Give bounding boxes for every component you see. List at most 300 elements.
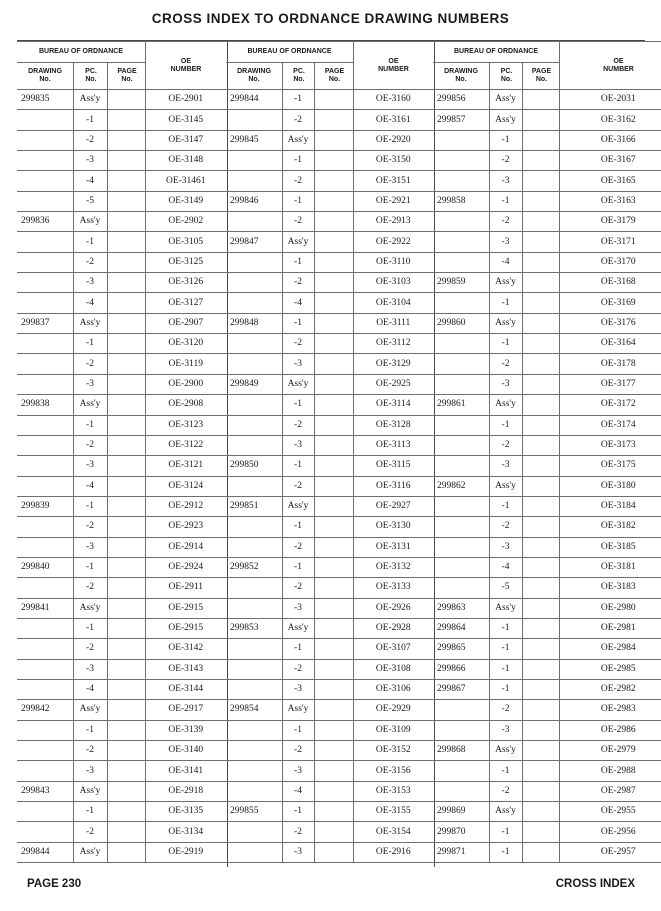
oe-number-cell: OE-3109 xyxy=(353,720,433,740)
pc-no-cell: -1 xyxy=(489,415,522,435)
oe-number-cell: OE-3173 xyxy=(559,435,661,455)
pc-no-cell: Ass'y xyxy=(73,395,107,415)
page-no-cell xyxy=(107,456,145,476)
page-no-cell xyxy=(522,720,559,740)
page-no-cell xyxy=(522,334,559,354)
page-no-header: PAGE No. xyxy=(314,63,354,89)
column-header xyxy=(17,41,226,90)
table-row xyxy=(433,130,661,150)
drawing-no-cell: 299844 xyxy=(226,90,282,110)
pc-no-cell: Ass'y xyxy=(489,90,522,110)
pc-no-cell: -1 xyxy=(73,415,107,435)
oe-number-cell: OE-3114 xyxy=(353,395,433,415)
pc-no-cell: -2 xyxy=(282,334,314,354)
page-no-cell xyxy=(107,354,145,374)
pc-no-cell: -3 xyxy=(489,456,522,476)
index-rows xyxy=(433,90,661,863)
page-no-cell xyxy=(314,700,353,720)
pc-no-cell: -1 xyxy=(489,659,522,679)
table-row xyxy=(17,618,226,638)
drawing-no-cell xyxy=(433,334,489,354)
index-rows xyxy=(226,90,433,863)
table-row xyxy=(433,700,661,720)
page-no-cell xyxy=(107,212,145,232)
drawing-no-cell xyxy=(17,741,73,761)
page-no-cell xyxy=(314,354,353,374)
pc-no-cell: -1 xyxy=(73,110,107,130)
drawing-no-cell: 299849 xyxy=(226,374,282,394)
page-no-cell xyxy=(107,618,145,638)
table-row xyxy=(17,334,226,354)
drawing-no-cell xyxy=(226,293,282,313)
pc-no-cell: -1 xyxy=(282,456,314,476)
drawing-no-cell: 299845 xyxy=(226,130,282,150)
oe-number-cell: OE-3175 xyxy=(559,456,661,476)
page-no-cell xyxy=(522,700,559,720)
table-row xyxy=(226,761,433,781)
drawing-no-cell: 299848 xyxy=(226,313,282,333)
drawing-no-cell: 299859 xyxy=(433,273,489,293)
drawing-no-cell xyxy=(433,557,489,577)
oe-number-cell: OE-3116 xyxy=(353,476,433,496)
table-top-rule xyxy=(17,40,645,41)
oe-number-cell: OE-3181 xyxy=(559,557,661,577)
table-row xyxy=(433,435,661,455)
page-no-cell xyxy=(107,822,145,842)
drawing-no-cell: 299864 xyxy=(433,618,489,638)
pc-no-cell: -2 xyxy=(489,435,522,455)
oe-number-cell: OE-2900 xyxy=(145,374,226,394)
page-no-cell xyxy=(107,476,145,496)
table-row xyxy=(433,842,661,862)
table-row xyxy=(17,822,226,842)
oe-number-cell: OE-3111 xyxy=(353,313,433,333)
page-no-cell xyxy=(314,842,353,862)
oe-number-cell: OE-2901 xyxy=(145,90,226,110)
table-row xyxy=(17,313,226,333)
table-row xyxy=(226,171,433,191)
table-row xyxy=(433,578,661,598)
page-no-cell xyxy=(522,171,559,191)
pc-no-cell: -4 xyxy=(73,293,107,313)
page-no-cell xyxy=(522,679,559,699)
drawing-no-cell: 299844 xyxy=(17,842,73,862)
page-no-cell xyxy=(314,578,353,598)
oe-number-cell: OE-3147 xyxy=(145,130,226,150)
drawing-no-cell xyxy=(226,639,282,659)
pc-no-cell: Ass'y xyxy=(489,476,522,496)
table-row xyxy=(17,232,226,252)
page-no-cell xyxy=(107,293,145,313)
drawing-no-cell xyxy=(433,354,489,374)
pc-no-cell: -2 xyxy=(489,354,522,374)
drawing-no-cell xyxy=(226,517,282,537)
oe-number-cell: OE-3168 xyxy=(559,273,661,293)
table-row xyxy=(17,517,226,537)
table-row xyxy=(17,659,226,679)
table-row xyxy=(433,232,661,252)
oe-number-cell: OE-2923 xyxy=(145,517,226,537)
table-row xyxy=(226,781,433,801)
pc-no-cell: Ass'y xyxy=(489,802,522,822)
table-row xyxy=(226,252,433,272)
page-number: PAGE 230 xyxy=(27,878,82,890)
page-title: CROSS INDEX TO ORDNANCE DRAWING NUMBERS xyxy=(151,11,510,26)
drawing-no-cell xyxy=(433,781,489,801)
page-no-cell xyxy=(522,741,559,761)
drawing-no-header: DRAWING No. xyxy=(28,68,62,83)
table-row xyxy=(17,212,226,232)
table-row xyxy=(226,273,433,293)
table-row xyxy=(433,618,661,638)
oe-number-cell: OE-3108 xyxy=(353,659,433,679)
pc-no-cell: -1 xyxy=(282,313,314,333)
oe-number-cell: OE-3120 xyxy=(145,334,226,354)
table-row xyxy=(433,354,661,374)
page-no-cell xyxy=(107,110,145,130)
pc-no-cell: -5 xyxy=(489,578,522,598)
drawing-no-cell xyxy=(17,822,73,842)
pc-no-cell: -3 xyxy=(489,232,522,252)
oe-number-cell: OE-3103 xyxy=(353,273,433,293)
pc-no-cell: -2 xyxy=(282,659,314,679)
drawing-no-cell xyxy=(226,110,282,130)
oe-number-cell: OE-3155 xyxy=(353,802,433,822)
oe-number-cell: OE-3142 xyxy=(145,639,226,659)
drawing-no-cell xyxy=(433,537,489,557)
table-row xyxy=(226,293,433,313)
pc-no-cell: -1 xyxy=(282,395,314,415)
oe-number-cell: OE-3124 xyxy=(145,476,226,496)
page-no-cell xyxy=(314,293,353,313)
oe-number-cell: OE-3110 xyxy=(353,252,433,272)
pc-no-cell: -1 xyxy=(282,90,314,110)
table-row xyxy=(17,435,226,455)
page-no-cell xyxy=(522,802,559,822)
drawing-no-cell xyxy=(17,537,73,557)
table-row xyxy=(226,618,433,638)
drawing-no-cell: 299836 xyxy=(17,212,73,232)
pc-no-cell: -1 xyxy=(282,151,314,171)
pc-no-cell: -3 xyxy=(73,456,107,476)
pc-no-cell: Ass'y xyxy=(489,313,522,333)
drawing-no-cell xyxy=(17,639,73,659)
oe-number-cell: OE-3174 xyxy=(559,415,661,435)
table-row xyxy=(17,598,226,618)
page-no-cell xyxy=(522,822,559,842)
page-no-cell xyxy=(314,496,353,516)
table-row xyxy=(433,293,661,313)
bureau-of-ordnance-header: BUREAU OF ORDNANCE xyxy=(433,42,559,63)
drawing-no-cell xyxy=(17,191,73,211)
page-no-cell xyxy=(314,191,353,211)
drawing-no-cell xyxy=(226,781,282,801)
index-rows xyxy=(17,90,226,863)
oe-number-cell: OE-3149 xyxy=(145,191,226,211)
oe-number-cell: OE-3139 xyxy=(145,720,226,740)
drawing-no-cell xyxy=(433,720,489,740)
page-no-cell xyxy=(314,476,353,496)
oe-number-cell: OE-31461 xyxy=(145,171,226,191)
drawing-no-cell xyxy=(433,578,489,598)
page-no-cell xyxy=(314,110,353,130)
table-row xyxy=(226,232,433,252)
oe-number-cell: OE-3123 xyxy=(145,415,226,435)
drawing-no-cell: 299858 xyxy=(433,191,489,211)
oe-number-cell: OE-2915 xyxy=(145,598,226,618)
pc-no-header: PC. No. xyxy=(489,63,523,89)
pc-no-cell: Ass'y xyxy=(73,700,107,720)
table-row xyxy=(226,435,433,455)
page-no-cell xyxy=(522,130,559,150)
oe-number-cell: OE-3162 xyxy=(559,110,661,130)
column-header xyxy=(226,41,433,90)
pc-no-cell: -1 xyxy=(73,334,107,354)
page-no-cell xyxy=(314,802,353,822)
table-row xyxy=(226,659,433,679)
oe-number-cell: OE-3150 xyxy=(353,151,433,171)
page-no-cell xyxy=(314,639,353,659)
drawing-no-cell xyxy=(433,435,489,455)
oe-number-cell: OE-3105 xyxy=(145,232,226,252)
oe-number-cell: OE-2955 xyxy=(559,802,661,822)
drawing-no-cell xyxy=(17,354,73,374)
table-row xyxy=(17,720,226,740)
oe-number-cell: OE-3121 xyxy=(145,456,226,476)
oe-number-cell: OE-2907 xyxy=(145,313,226,333)
pc-no-cell: -3 xyxy=(73,374,107,394)
table-row xyxy=(433,90,661,110)
drawing-no-cell xyxy=(17,802,73,822)
table-row xyxy=(433,151,661,171)
table-row xyxy=(433,679,661,699)
oe-number-cell: OE-3152 xyxy=(353,741,433,761)
index-panel-3 xyxy=(433,41,661,867)
page-no-cell xyxy=(107,598,145,618)
page-no-cell xyxy=(522,557,559,577)
pc-no-cell: -3 xyxy=(282,679,314,699)
drawing-no-cell xyxy=(17,517,73,537)
oe-number-cell: OE-3126 xyxy=(145,273,226,293)
drawing-no-cell xyxy=(226,252,282,272)
pc-no-cell: -1 xyxy=(73,557,107,577)
page-no-cell xyxy=(314,212,353,232)
drawing-no-cell xyxy=(226,679,282,699)
table-row xyxy=(226,191,433,211)
drawing-no-cell xyxy=(226,598,282,618)
pc-no-cell: -2 xyxy=(73,639,107,659)
drawing-no-cell xyxy=(17,232,73,252)
oe-number-cell: OE-2986 xyxy=(559,720,661,740)
table-row xyxy=(433,334,661,354)
table-row xyxy=(433,496,661,516)
pc-no-cell: -1 xyxy=(489,639,522,659)
table-row xyxy=(226,395,433,415)
drawing-no-cell xyxy=(433,151,489,171)
table-row xyxy=(17,151,226,171)
oe-number-cell: OE-2902 xyxy=(145,212,226,232)
drawing-no-cell xyxy=(433,700,489,720)
pc-no-cell: -2 xyxy=(73,252,107,272)
pc-no-cell: -3 xyxy=(282,354,314,374)
oe-number-cell: OE-3125 xyxy=(145,252,226,272)
oe-number-cell: OE-3184 xyxy=(559,496,661,516)
pc-no-cell: Ass'y xyxy=(282,618,314,638)
pc-no-cell: -4 xyxy=(489,252,522,272)
drawing-no-cell xyxy=(433,293,489,313)
drawing-no-cell xyxy=(17,130,73,150)
table-row xyxy=(17,374,226,394)
drawing-no-cell: 299839 xyxy=(17,496,73,516)
page-no-cell xyxy=(522,578,559,598)
oe-number-cell: OE-3185 xyxy=(559,537,661,557)
drawing-no-cell: 299840 xyxy=(17,557,73,577)
table-row xyxy=(17,741,226,761)
table-row xyxy=(17,842,226,862)
drawing-no-cell xyxy=(433,252,489,272)
page-no-cell xyxy=(314,618,353,638)
drawing-no-cell xyxy=(17,659,73,679)
pc-no-cell: -1 xyxy=(73,720,107,740)
table-row xyxy=(433,171,661,191)
table-row xyxy=(226,802,433,822)
page-no-cell xyxy=(314,679,353,699)
page-no-cell xyxy=(107,435,145,455)
pc-no-cell: -3 xyxy=(73,659,107,679)
drawing-no-cell xyxy=(17,618,73,638)
oe-number-cell: OE-2917 xyxy=(145,700,226,720)
pc-no-cell: Ass'y xyxy=(73,842,107,862)
drawing-no-cell xyxy=(433,374,489,394)
drawing-no-cell xyxy=(17,435,73,455)
oe-number-cell: OE-2987 xyxy=(559,781,661,801)
drawing-no-cell xyxy=(433,232,489,252)
pc-no-cell: -2 xyxy=(73,822,107,842)
drawing-no-cell xyxy=(226,476,282,496)
pc-no-cell: Ass'y xyxy=(489,110,522,130)
page-no-cell xyxy=(522,537,559,557)
pc-no-cell: -2 xyxy=(282,415,314,435)
drawing-no-cell xyxy=(226,151,282,171)
drawing-no-cell xyxy=(17,110,73,130)
page-no-cell xyxy=(107,659,145,679)
oe-number-cell: OE-3169 xyxy=(559,293,661,313)
page-no-cell xyxy=(107,252,145,272)
table-row xyxy=(433,476,661,496)
pc-no-cell: -2 xyxy=(73,517,107,537)
oe-number-cell: OE-3160 xyxy=(353,90,433,110)
pc-no-cell: -2 xyxy=(73,578,107,598)
oe-number-cell: OE-3178 xyxy=(559,354,661,374)
table-row xyxy=(433,110,661,130)
page-no-cell xyxy=(107,151,145,171)
pc-no-cell: -1 xyxy=(489,334,522,354)
pc-no-cell: -4 xyxy=(73,476,107,496)
table-row xyxy=(226,151,433,171)
page-no-cell xyxy=(107,313,145,333)
oe-number-header: OE NUMBER xyxy=(559,42,661,89)
table-row xyxy=(433,802,661,822)
oe-number-cell: OE-3167 xyxy=(559,151,661,171)
oe-number-cell: OE-2957 xyxy=(559,842,661,862)
table-row xyxy=(17,496,226,516)
table-row xyxy=(226,598,433,618)
drawing-no-cell: 299846 xyxy=(226,191,282,211)
page-no-cell xyxy=(314,252,353,272)
table-row xyxy=(226,679,433,699)
page-no-cell xyxy=(522,151,559,171)
oe-number-cell: OE-3127 xyxy=(145,293,226,313)
table-row xyxy=(226,130,433,150)
table-row xyxy=(433,273,661,293)
drawing-no-cell: 299847 xyxy=(226,232,282,252)
page-no-cell xyxy=(522,293,559,313)
page-no-cell xyxy=(314,130,353,150)
page-no-cell xyxy=(107,374,145,394)
table-row xyxy=(226,313,433,333)
page-no-cell xyxy=(314,374,353,394)
table-row xyxy=(17,679,226,699)
page-no-cell xyxy=(107,842,145,862)
pc-no-cell: -1 xyxy=(73,232,107,252)
drawing-no-cell xyxy=(433,456,489,476)
pc-no-cell: -2 xyxy=(73,435,107,455)
pc-no-cell: -1 xyxy=(282,557,314,577)
oe-number-cell: OE-2928 xyxy=(353,618,433,638)
pc-no-header: PC. No. xyxy=(282,63,315,89)
oe-number-cell: OE-3166 xyxy=(559,130,661,150)
table-row xyxy=(433,741,661,761)
pc-no-cell: -1 xyxy=(489,822,522,842)
page-no-cell xyxy=(522,618,559,638)
page-no-cell xyxy=(314,435,353,455)
drawing-no-cell: 299837 xyxy=(17,313,73,333)
oe-number-cell: OE-3153 xyxy=(353,781,433,801)
page-no-cell xyxy=(314,415,353,435)
oe-number-cell: OE-2916 xyxy=(353,842,433,862)
oe-number-cell: OE-3144 xyxy=(145,679,226,699)
drawing-no-cell: 299842 xyxy=(17,700,73,720)
page-no-cell xyxy=(107,171,145,191)
oe-number-cell: OE-2927 xyxy=(353,496,433,516)
oe-number-cell: OE-3130 xyxy=(353,517,433,537)
pc-no-cell: Ass'y xyxy=(489,395,522,415)
table-row xyxy=(17,456,226,476)
page-no-cell xyxy=(314,456,353,476)
page-no-cell xyxy=(522,232,559,252)
page-no-cell xyxy=(314,171,353,191)
drawing-no-cell: 299851 xyxy=(226,496,282,516)
table-row xyxy=(17,252,226,272)
drawing-no-cell: 299862 xyxy=(433,476,489,496)
pc-no-cell: -2 xyxy=(489,151,522,171)
table-row xyxy=(17,578,226,598)
index-panel-2 xyxy=(226,41,433,867)
page-no-cell xyxy=(522,313,559,333)
oe-number-cell: OE-2908 xyxy=(145,395,226,415)
table-row xyxy=(433,313,661,333)
pc-no-cell: Ass'y xyxy=(282,374,314,394)
drawing-no-cell xyxy=(17,374,73,394)
pc-no-cell: Ass'y xyxy=(489,273,522,293)
oe-number-cell: OE-2924 xyxy=(145,557,226,577)
pc-no-cell: -4 xyxy=(282,293,314,313)
pc-no-cell: -1 xyxy=(282,802,314,822)
pc-no-cell: -3 xyxy=(73,151,107,171)
drawing-no-cell xyxy=(226,435,282,455)
table-row xyxy=(226,720,433,740)
oe-number-cell: OE-3131 xyxy=(353,537,433,557)
